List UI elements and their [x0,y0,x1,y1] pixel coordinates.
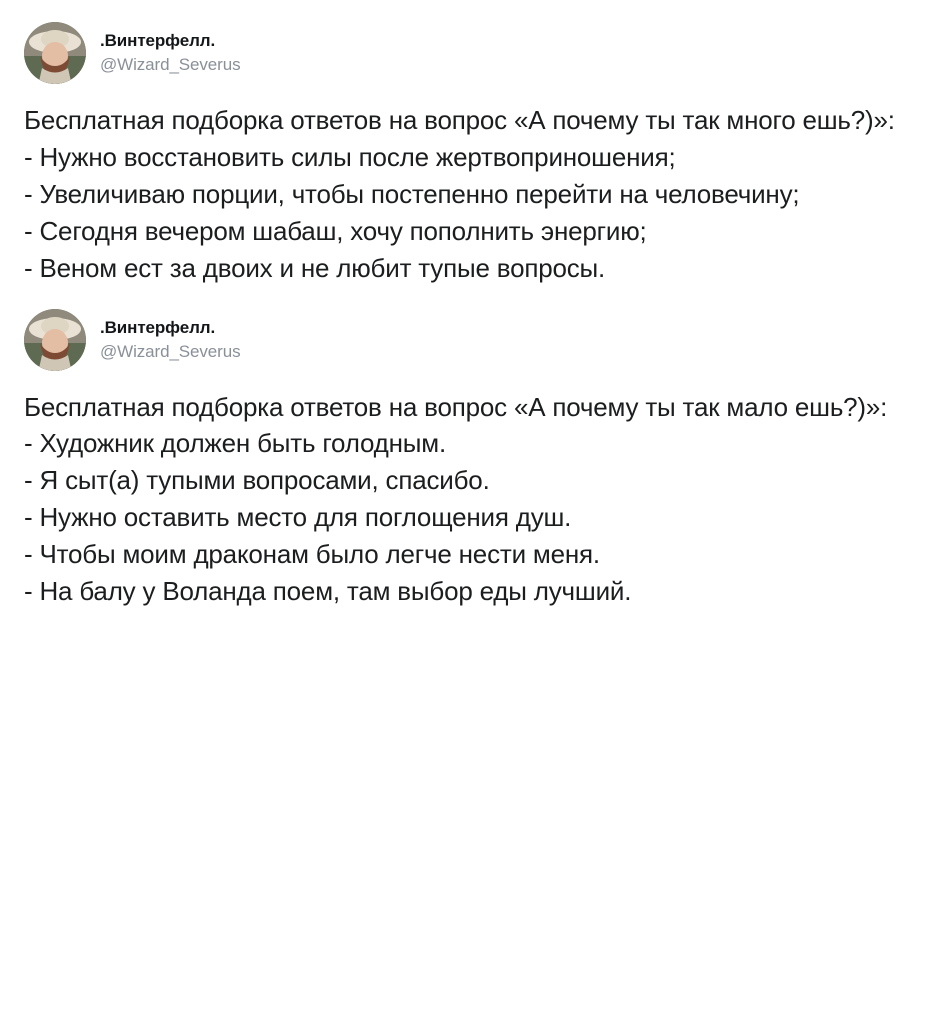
tweet-list-line: - Веном ест за двоих и не любит тупые вопросы. [24,252,606,283]
tweet-list-line: - Сегодня вечером шабаш, хочу пополнить энергию; [24,215,647,246]
tweet-card [24,309,901,610]
display-name[interactable]: .Винтерфелл. [100,317,216,337]
tweet-list-line: - На балу у Воланда поем, там выбор еды лучший. [24,576,632,607]
display-name[interactable]: .Винтерфелл. [100,31,216,51]
tweet-header [24,309,901,371]
tweet-text [24,389,901,610]
tweet-header [24,22,901,84]
tweet-list-line: - Увеличиваю порции, чтобы постепенно перейти на человечину; [24,178,800,209]
tweet-list-line: - Нужно восстановить силы после жертвоприношения; [24,141,676,172]
avatar[interactable] [24,309,86,371]
tweet-list-line: - Я сыт(а) тупыми вопросами, спасибо. [24,465,490,496]
tweet-intro: Бесплатная подборка ответов на вопрос «А почему ты так мало ешь?)»: [24,391,888,422]
tweet-text [24,102,901,287]
user-names [100,31,240,74]
tweet-list-line: - Художник должен быть голодным. [24,428,446,459]
tweet-card [24,22,901,287]
user-handle[interactable]: @Wizard_Severus [100,341,241,361]
user-handle[interactable]: @Wizard_Severus [100,55,241,74]
avatar[interactable] [24,22,86,84]
tweet-list-line: - Чтобы моим драконам было легче нести меня. [24,539,600,570]
tweet-intro: Бесплатная подборка ответов на вопрос «А почему ты так много ешь?)»: [24,105,895,135]
tweet-list-line: - Нужно оставить место для поглощения душ. [24,502,572,533]
user-names [100,318,240,361]
